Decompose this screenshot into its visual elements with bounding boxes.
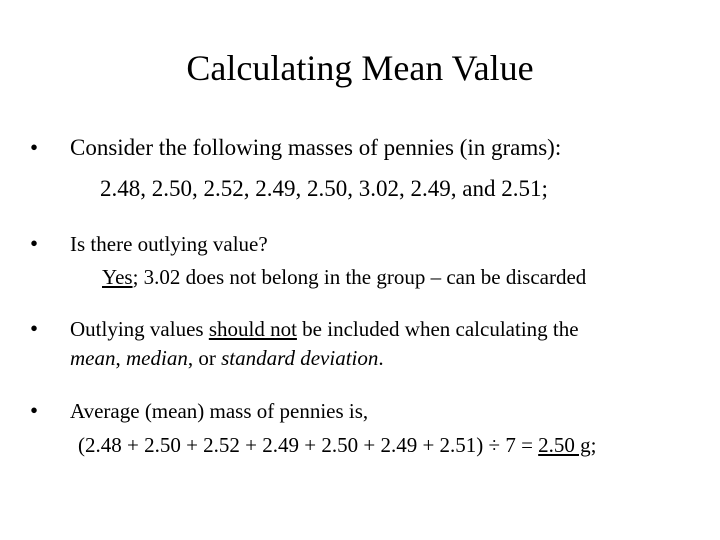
period: . [378, 346, 384, 370]
bullet-text: Consider the following masses of pennies (in grams): [70, 135, 562, 160]
semicolon: ; [590, 433, 597, 457]
bullet-marker: • [30, 135, 39, 160]
answer-explanation: ; 3.02 does not belong in the group – can be discarded [132, 265, 587, 289]
bullet-marker: • [30, 316, 39, 341]
average-result: 2.50 g [538, 433, 591, 457]
term-mean: mean [70, 346, 116, 370]
bullet-marker: • [30, 231, 39, 256]
separator: , or [187, 346, 222, 370]
slide-title: Calculating Mean Value [186, 48, 534, 88]
bullet-text [70, 314, 579, 344]
term-median: median [126, 346, 188, 370]
penny-masses-values: 2.48, 2.50, 2.52, 2.49, 2.50, 3.02, 2.49, and 2.51; [100, 176, 548, 201]
bullet-text: Is there outlying value? [70, 232, 268, 256]
term-standard-deviation: standard deviation [221, 346, 379, 370]
outlying-answer [102, 262, 586, 292]
average-expression: (2.48 + 2.50 + 2.52 + 2.49 + 2.50 + 2.49 + 2.51) ÷ 7 = [78, 433, 539, 457]
answer-yes: Yes [102, 265, 133, 289]
rule-should-not: should not [208, 317, 297, 341]
statistics-list [70, 343, 384, 373]
bullet-text: Average (mean) mass of pennies is, [70, 399, 369, 423]
rule-text-pre: Outlying values [70, 317, 209, 341]
separator: , [115, 346, 126, 370]
rule-text-post: be included when calculating the [296, 317, 579, 341]
average-calculation [78, 430, 597, 460]
bullet-marker: • [30, 398, 39, 423]
